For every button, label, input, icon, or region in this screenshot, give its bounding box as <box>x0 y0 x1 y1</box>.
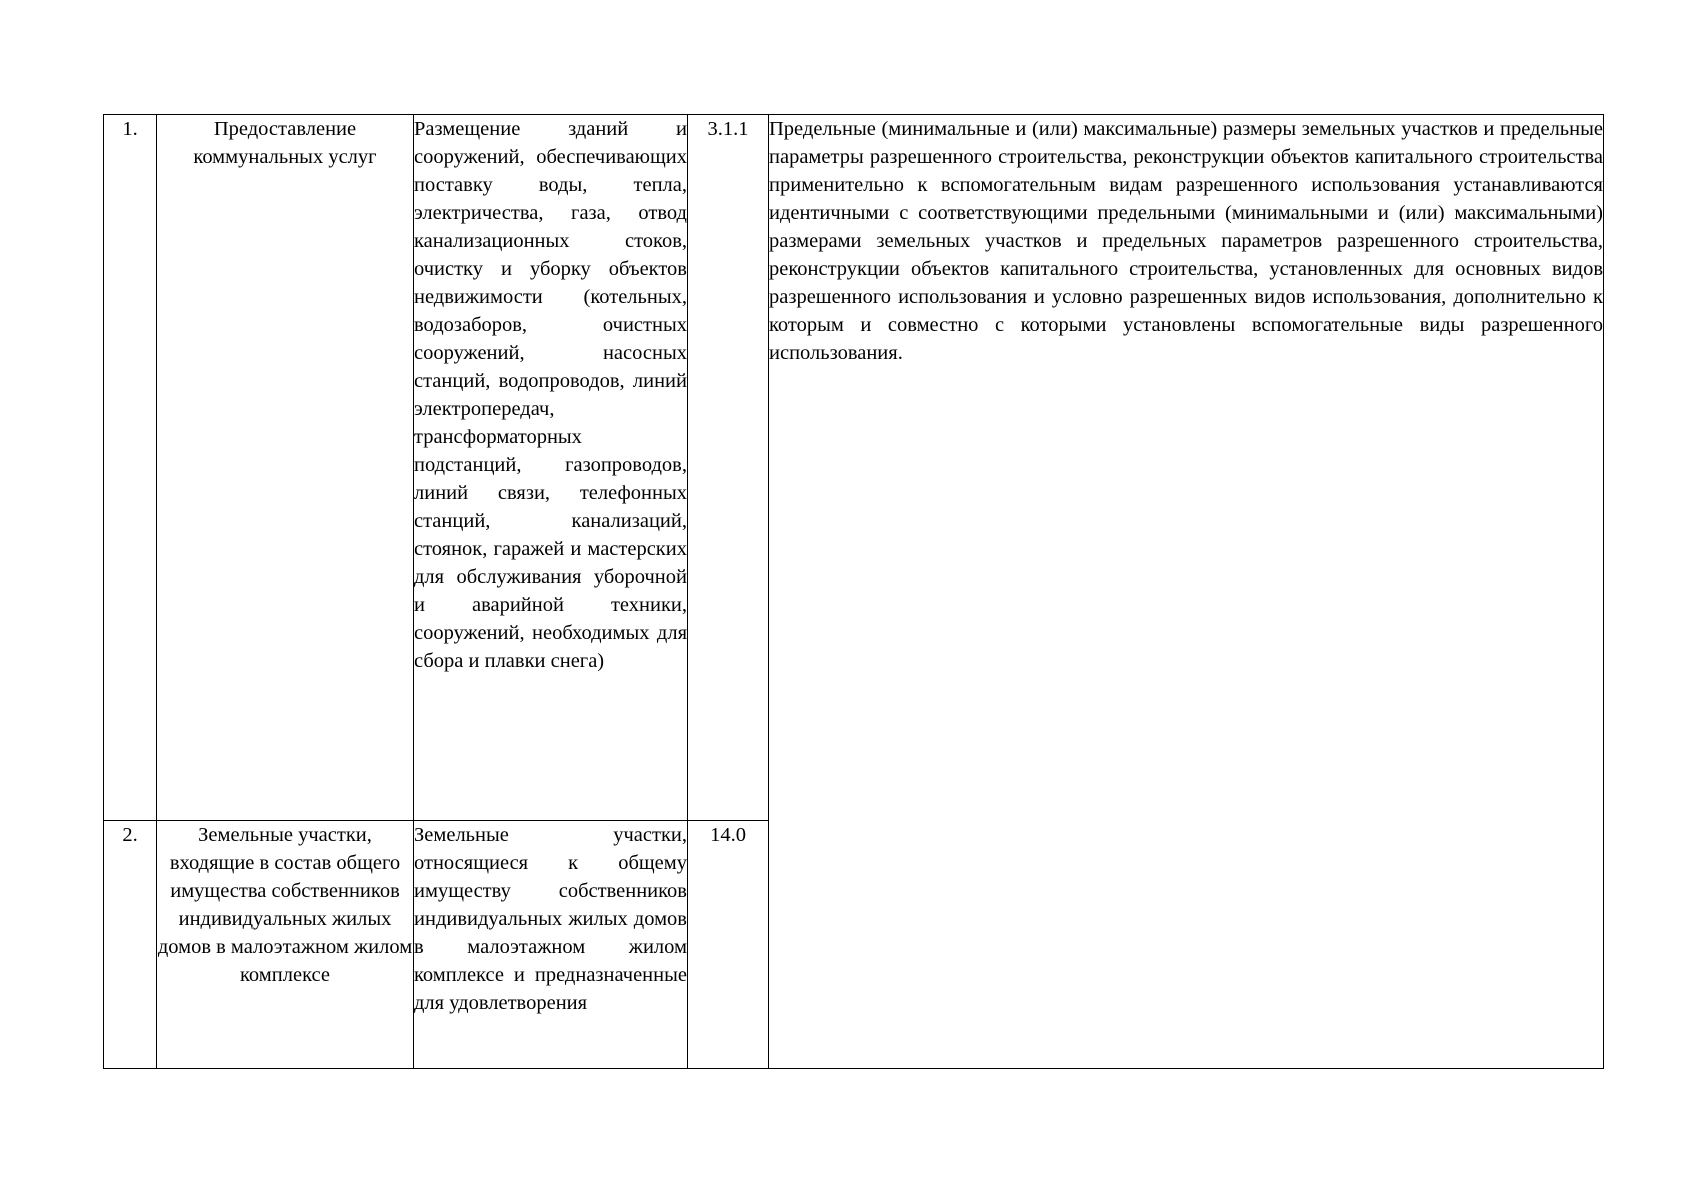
use-code: 3.1.1 <box>707 118 749 140</box>
use-description: Размещение зданий и сооружений, обеспечивающих поставку воды, тепла, электричества, газа, отвод канализационных стоков, очистку и уборку объектов недвижимости (котельных, водозаборов, очистных сооружений, насосных станций, водопроводов, линий электропередач, трансформаторных подстанций, газопроводов, линий связи, телефонных станций, канализаций, стоянок, гаражей и мастерских для обслуживания уборочной и аварийной техники, сооружений, необходимых для сбора и плавки снега) <box>414 118 687 672</box>
row-number-cell <box>104 115 157 821</box>
land-use-table <box>103 114 1604 1069</box>
use-name: Предоставление коммунальных услуг <box>193 118 377 168</box>
row-number-cell <box>104 821 157 1069</box>
use-description: Земельные участки, относящиеся к общему имуществу собственников индивидуальных жилых домов в малоэтажном жилом комплексе и предназначенные для удовлетворения <box>414 824 687 1014</box>
use-code: 14.0 <box>710 824 746 846</box>
use-name-cell <box>157 821 414 1069</box>
use-description-cell <box>414 115 688 821</box>
parameters-text: Предельные (минимальные и (или) максимальные) размеры земельных участков и предельные параметры разрешенного строительства, реконструкции объектов капитального строительства применительно к вспомогательным видам разрешенного использования устанавливаются идентичными с соответствующими предельными (минимальными и (или) максимальными) размерами земельных участков и предельных параметров разрешенного строительства, реконструкции объектов капитального строительства, установленных для основных видов разрешенного использования и условно разрешенных видов использования, дополнительно к которым и совместно с которыми установлены вспомогательные виды разрешенного использования. <box>769 118 1603 364</box>
use-description-cell <box>414 821 688 1069</box>
table-row <box>104 115 1604 821</box>
use-name: Земельные участки, входящие в состав общего имущества собственников индивидуальных жилых домов в малоэтажном жилом комплексе <box>157 824 413 986</box>
use-code-cell <box>688 115 769 821</box>
row-number: 2. <box>122 824 138 846</box>
parameters-cell <box>769 115 1604 1069</box>
use-name-cell <box>157 115 414 821</box>
use-code-cell <box>688 821 769 1069</box>
row-number: 1. <box>122 118 138 140</box>
